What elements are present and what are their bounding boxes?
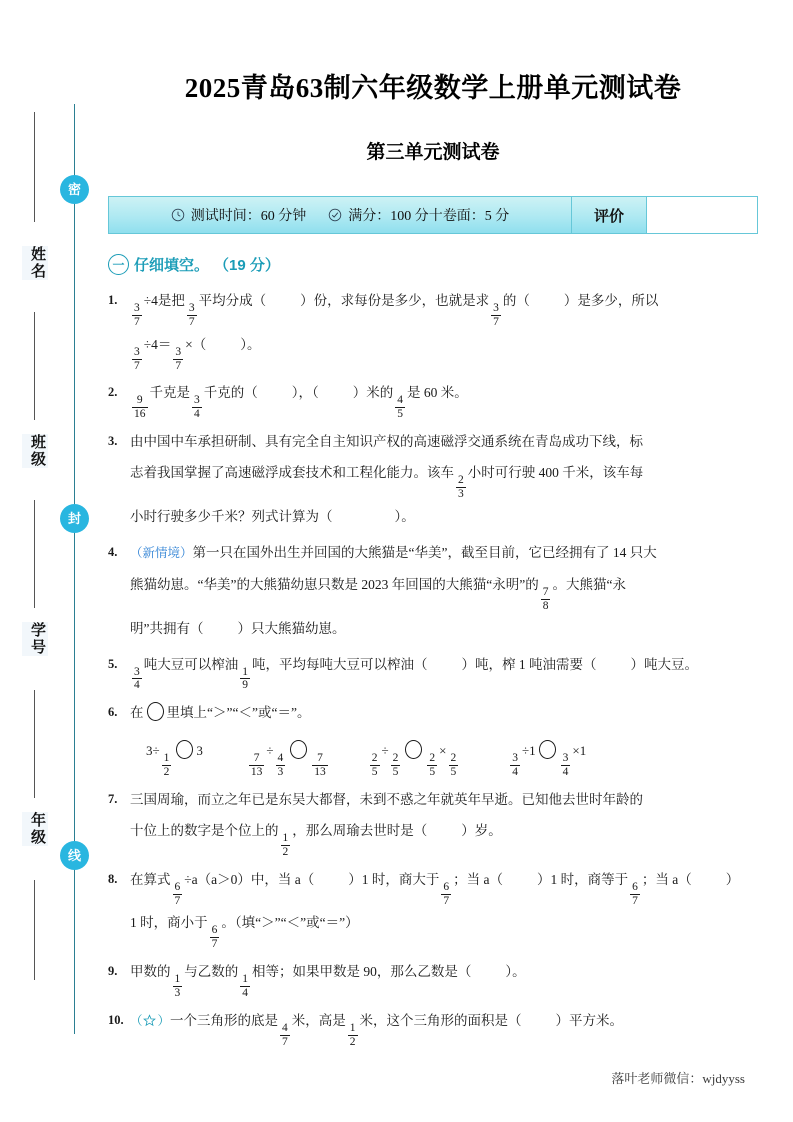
fraction-denominator: 7: [188, 315, 195, 328]
question-text: 是 60 米。: [407, 385, 468, 401]
fraction: [276, 752, 286, 779]
fraction-denominator: 3: [458, 488, 464, 500]
fraction-denominator: 7: [134, 315, 140, 328]
question-text: ×: [439, 743, 447, 759]
question-line: [130, 784, 758, 815]
comparison-expression: [508, 736, 586, 779]
comparison-circle-blank[interactable]: [147, 702, 164, 721]
fraction-numerator: 2: [450, 752, 457, 765]
fraction: [541, 586, 551, 613]
comparison-circle-blank[interactable]: [405, 740, 422, 759]
question-text: 。大熊猫“永: [552, 576, 626, 592]
fraction-denominator: 5: [371, 766, 378, 779]
question-text: 千克是: [149, 385, 190, 401]
fraction: [427, 752, 437, 779]
spacer: [330, 736, 368, 779]
section-number: 一: [108, 254, 129, 275]
question-line: [130, 377, 758, 421]
evaluation-label: 评价: [571, 197, 646, 233]
fraction-numerator: 4: [277, 752, 284, 765]
comparison-row: [130, 736, 758, 779]
question-text: ）。: [394, 508, 415, 524]
question-number: 8.: [108, 871, 118, 886]
fraction-numerator: 6: [211, 924, 218, 937]
question-text: ，那么周瑜去世时是（: [292, 823, 428, 839]
question-text: 由中国中车承担研制、具有完全自主知识产权的高速磁浮交通系统在青岛成功下线，标: [130, 434, 643, 450]
question-text: ×1: [572, 743, 587, 759]
question-text: ；当 a（: [453, 871, 504, 887]
question-item: [108, 784, 758, 859]
fraction: [491, 302, 501, 329]
question-text: ）吨，榨 1 吨油需要（: [461, 656, 597, 672]
test-duration: [171, 205, 307, 225]
question-text: ）。: [505, 964, 526, 980]
fraction-numerator: 3: [134, 665, 140, 678]
question-item: [108, 537, 758, 644]
fraction-numerator: 1: [174, 973, 181, 986]
question-text: 。（填“＞”“＜”或“＝”）: [221, 915, 359, 931]
fraction-denominator: 7: [175, 359, 182, 372]
question-text: ），（: [291, 385, 319, 401]
fraction: [449, 752, 459, 779]
question-text: 吨，平均每吨大豆可以榨油（: [252, 656, 428, 672]
question-text: ）1 时，商大于: [348, 871, 440, 887]
question-body: [130, 1005, 758, 1049]
fraction: [192, 394, 202, 421]
difficulty-star-tag: （ ）: [130, 1014, 170, 1028]
fraction-denominator: 2: [282, 845, 289, 858]
question-number: 1.: [108, 293, 118, 307]
question-line: [130, 569, 758, 613]
question-text: ）米的: [352, 385, 394, 401]
question-number: 5.: [108, 656, 118, 671]
question-text: 吨大豆可以榨油: [143, 656, 239, 672]
question-text: ÷4是把: [143, 293, 185, 308]
question-body: [130, 649, 758, 693]
question-item: [108, 956, 758, 1000]
page-title: 2025青岛63制六年级数学上册单元测试卷: [184, 73, 682, 103]
question-line: [130, 285, 758, 329]
question-line: [130, 457, 758, 501]
question-text: ）岁。: [461, 823, 502, 839]
fraction-denominator: 3: [174, 987, 181, 1000]
question-text: ÷1: [522, 743, 536, 759]
fraction-denominator: 5: [450, 766, 457, 779]
fraction: [630, 881, 640, 908]
fraction: [456, 474, 466, 501]
sidebar-label-student-id: 学号: [22, 622, 48, 656]
fraction-numerator: 7: [253, 752, 260, 765]
fraction-denominator: 5: [397, 408, 403, 421]
fraction: [132, 394, 148, 421]
question-item: [108, 426, 758, 532]
fraction-denominator: 4: [242, 987, 248, 1000]
section-title: 仔细填空。: [134, 257, 210, 274]
question-number: 3.: [108, 434, 118, 449]
fraction-numerator: 4: [282, 1021, 288, 1034]
question-number: 6.: [108, 705, 118, 720]
fraction-denominator: 13: [250, 766, 263, 779]
fraction-numerator: 2: [429, 752, 436, 765]
question-text: 米，高是: [291, 1012, 346, 1028]
fraction: [561, 752, 571, 779]
check-circle-icon: [328, 208, 342, 222]
page-subtitle: 第三单元测试卷: [366, 142, 500, 163]
fraction: [173, 346, 183, 373]
fraction-denominator: 3: [277, 766, 284, 779]
fraction-numerator: 6: [443, 880, 450, 893]
fraction-numerator: 6: [174, 880, 181, 893]
question-text: 3÷: [146, 743, 160, 759]
comparison-expression: [247, 736, 330, 779]
fraction-numerator: 1: [163, 752, 170, 765]
question-text: 千克的（: [203, 385, 258, 401]
question-text: ）只大熊猫幼崽。: [237, 620, 346, 636]
comparison-expression: [368, 736, 460, 779]
question-body: [130, 377, 758, 421]
question-text: ）。: [240, 336, 261, 352]
question-text: ÷: [266, 743, 274, 759]
question-text: ÷a（a＞0）中，当 a（: [184, 871, 315, 887]
fraction-numerator: 2: [371, 752, 378, 765]
fraction-numerator: 2: [392, 752, 399, 765]
question-text: 3: [196, 743, 203, 759]
fraction-numerator: 3: [134, 301, 140, 314]
total-score: [328, 205, 509, 225]
fraction-numerator: 3: [134, 345, 140, 358]
fraction-numerator: 1: [242, 973, 248, 986]
fraction-numerator: 3: [562, 752, 569, 765]
write-in-rule: [34, 880, 35, 980]
question-text: ）是多少，所以: [563, 293, 659, 308]
fraction: [162, 752, 172, 779]
fraction-denominator: 4: [134, 679, 140, 692]
fraction-denominator: 7: [632, 894, 638, 907]
question-text: 的（: [502, 293, 530, 308]
seal-sidebar: [0, 0, 98, 1122]
exam-sheet: [108, 0, 758, 1122]
fraction: [132, 302, 142, 329]
fraction-numerator: 3: [493, 301, 499, 314]
comparison-expression: [146, 736, 203, 779]
seal-vertical-line: [74, 104, 75, 1034]
fraction-denominator: 7: [282, 1035, 288, 1048]
write-in-rule: [34, 690, 35, 798]
question-text: ×（: [185, 336, 207, 352]
fraction: [173, 881, 183, 908]
question-text: 第一只在国外出生并回国的大熊猫是“华美”，截至目前，它已经拥有了 14 只大: [192, 544, 657, 560]
exam-info-bar: [108, 196, 758, 234]
fraction-denominator: 5: [429, 766, 436, 779]
fraction-denominator: 7: [443, 894, 450, 907]
evaluation-value-field[interactable]: [646, 197, 757, 233]
fraction: [281, 832, 291, 859]
fraction: [240, 666, 250, 693]
new-context-tag: （新情境）: [130, 545, 193, 560]
fraction: [312, 752, 328, 779]
seal-badge-feng: 封: [60, 504, 89, 533]
footer-watermark: 落叶老师微信：wjdyyss: [611, 1071, 745, 1086]
question-line: [130, 329, 758, 373]
fraction: [441, 881, 451, 908]
question-text: 1 时，商小于: [130, 915, 208, 931]
fraction-numerator: 3: [175, 345, 182, 358]
write-in-rule: [34, 500, 35, 608]
sidebar-label-class: 班级: [22, 434, 48, 468]
question-item: [108, 285, 758, 372]
question-text: 一个三角形的底是: [170, 1012, 279, 1028]
question-text: ；当 a（: [641, 871, 692, 887]
section-points: （19 分）: [214, 257, 280, 274]
question-text: ）1 时，商等于: [537, 871, 629, 887]
question-number: 9.: [108, 964, 118, 979]
question-text: ）: [725, 871, 740, 887]
question-line: [130, 815, 758, 859]
fraction-denominator: 13: [314, 766, 326, 779]
question-text: ÷: [381, 743, 389, 759]
fraction-numerator: 1: [242, 665, 248, 678]
question-line: [130, 537, 758, 569]
question-item: [108, 649, 758, 693]
fraction-numerator: 1: [349, 1021, 356, 1034]
fraction-numerator: 3: [188, 301, 195, 314]
fraction-denominator: 7: [134, 359, 140, 372]
question-body: [130, 537, 758, 644]
fraction: [395, 394, 405, 421]
question-number: 7.: [108, 792, 118, 807]
question-number: 10.: [108, 1012, 124, 1027]
fraction-numerator: 9: [136, 394, 143, 407]
question-text: 与乙数的: [184, 964, 239, 980]
clock-icon: [171, 208, 185, 222]
question-line: [130, 613, 758, 644]
question-text: ）吨大豆。: [630, 656, 698, 672]
fraction-denominator: 2: [349, 1035, 356, 1048]
fraction-numerator: 3: [194, 394, 200, 407]
question-text: 甲数的: [130, 964, 171, 980]
fraction: [187, 302, 197, 329]
question-body: [130, 285, 758, 372]
fraction-numerator: 1: [282, 832, 289, 844]
test-duration-text: 测试时间：60 分钟: [190, 209, 307, 224]
fraction: [370, 752, 380, 779]
section-heading: [108, 254, 758, 275]
fraction-numerator: 6: [632, 880, 638, 893]
fraction-denominator: 9: [242, 679, 248, 692]
question-number: 4.: [108, 544, 118, 559]
fraction: [240, 973, 250, 1000]
fraction: [348, 1022, 358, 1049]
fraction-denominator: 4: [562, 766, 569, 779]
fraction-denominator: 4: [512, 766, 519, 779]
fraction: [391, 752, 401, 779]
fraction: [132, 346, 142, 373]
write-in-rule: [34, 312, 35, 420]
spacer: [203, 736, 247, 779]
write-in-rule: [34, 112, 35, 222]
question-text: 在算式: [130, 871, 171, 887]
question-line: [130, 907, 758, 951]
question-line: [130, 649, 758, 693]
fraction-denominator: 2: [163, 766, 170, 779]
seal-badge-xian: 线: [60, 841, 89, 870]
fraction-numerator: 7: [542, 585, 549, 598]
fraction: [132, 666, 142, 693]
star-icon: [143, 1008, 158, 1023]
fraction: [173, 973, 183, 1000]
spacer: [460, 736, 508, 779]
question-body: [130, 784, 758, 859]
question-body: [130, 697, 758, 779]
question-item: [108, 864, 758, 951]
question-body: [130, 864, 758, 951]
fraction-denominator: 7: [174, 894, 181, 907]
question-line: [130, 501, 758, 532]
question-line: [130, 864, 758, 908]
fraction-denominator: 7: [211, 938, 218, 951]
fraction: [510, 752, 520, 779]
question-text: ÷4＝: [143, 336, 172, 352]
fraction: [249, 752, 265, 779]
question-text: 在: [130, 705, 144, 721]
total-score-text: 满分：100 分十卷面：5 分: [348, 209, 510, 224]
question-text: 米，这个三角形的面积是（: [359, 1012, 522, 1028]
question-text: ）平方米。: [555, 1012, 624, 1028]
fraction: [280, 1022, 290, 1049]
question-item: [108, 697, 758, 779]
question-text: 熊猫幼崽。“华美”的大熊猫幼崽只数是 2023 年回国的大熊猫“永明”的: [130, 576, 539, 592]
question-body: [130, 956, 758, 1000]
question-text: 小时可行驶 400 千米，该车每: [467, 465, 644, 481]
question-body: [130, 426, 758, 532]
question-text: 平均分成（: [198, 293, 267, 308]
fraction-numerator: 4: [397, 394, 403, 407]
comparison-circle-blank[interactable]: [539, 740, 556, 759]
sidebar-label-grade: 年级: [22, 812, 48, 846]
fraction: [210, 924, 220, 951]
fraction-denominator: 5: [392, 766, 399, 779]
fraction-denominator: 7: [493, 315, 499, 328]
question-item: [108, 1005, 758, 1049]
question-line: [130, 426, 758, 457]
sidebar-label-name: 姓名: [22, 246, 48, 280]
comparison-circle-blank[interactable]: [176, 740, 193, 759]
fraction-numerator: 7: [317, 752, 323, 765]
fraction-denominator: 4: [194, 408, 200, 421]
question-line: [130, 697, 758, 728]
question-item: [108, 377, 758, 421]
question-number: 2.: [108, 385, 118, 400]
fraction-denominator: 16: [134, 408, 146, 421]
question-line: [130, 1005, 758, 1049]
question-text: 明”共拥有（: [130, 620, 204, 636]
question-text: 小时行驶多少千米？列式计算为（: [130, 508, 333, 524]
info-main-cell: [109, 197, 571, 233]
fraction-numerator: 2: [458, 474, 464, 487]
fraction-denominator: 8: [542, 599, 549, 612]
comparison-circle-blank[interactable]: [290, 740, 307, 759]
fraction-numerator: 3: [512, 752, 519, 765]
question-text: 里填上“＞”“＜”或“＝”。: [166, 705, 311, 721]
question-line: [130, 956, 758, 1000]
question-text: 十位上的数字是个位上的: [130, 823, 279, 839]
question-list: [108, 285, 758, 1049]
seal-badge-mi: 密: [60, 175, 89, 204]
question-text: ）份，求每份是多少，也就是求: [300, 293, 490, 308]
question-text: 三国周瑜，而立之年已是东吴大都督，未到不惑之年就英年早逝。已知他去世时年龄的: [130, 792, 643, 808]
question-text: 相等；如果甲数是 90，那么乙数是（: [252, 964, 472, 980]
question-text: 志着我国掌握了高速磁浮成套技术和工程化能力。该车: [130, 465, 454, 481]
